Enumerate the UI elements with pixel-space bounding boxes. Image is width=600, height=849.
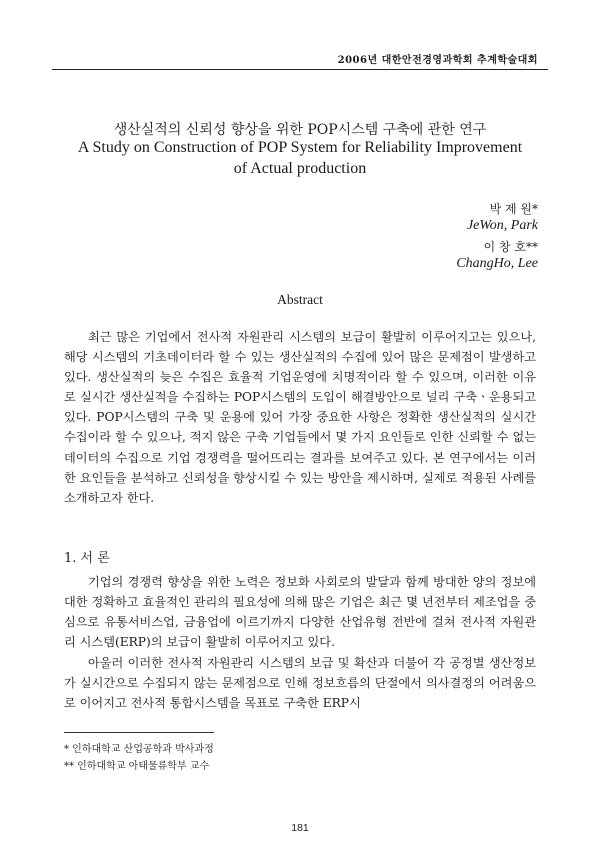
abstract-heading: Abstract	[277, 292, 323, 307]
author-1-english: JeWon, Park	[466, 218, 538, 233]
intro-paragraph-2: 아울러 이러한 전사적 자원관리 시스템의 보급 및 확산과 더불어 각 공정별 생산정보가 실시간으로 수집되지 않는 문제점으로 인해 정보흐름의 단절에서 의사결정의 어려움으로 이어지고 전사적 통합시스템을 목표로 구축한 ERP시	[64, 656, 536, 711]
section-heading: 1. 서 론	[64, 551, 110, 566]
english-title: A Study on Construction of POP System for Reliability Improvement of Actual production	[77, 139, 523, 177]
page-number: 181	[291, 822, 309, 834]
footnote-2: ** 인하대학교 아태물류학부 교수	[64, 761, 210, 772]
korean-title: 생산실적의 신뢰성 향상을 위한 POP시스템 구축에 관한 연구	[113, 122, 487, 138]
author-2-english: ChangHo, Lee	[456, 256, 538, 271]
header-rule	[52, 69, 548, 70]
footnote-1: * 인하대학교 산업공학과 박사과정	[64, 744, 214, 755]
conference-header: 2006년 대한안전경영과학회 추계학술대회	[337, 55, 538, 66]
author-1-korean: 박 제 원*	[489, 202, 538, 216]
intro-paragraph-1: 기업의 경쟁력 향상을 위한 노력은 정보화 사회로의 발달과 함께 방대한 양의 정보에 대한 정확하고 효율적인 관리의 필요성에 의해 많은 기업은 최근 몇 년전부터 제조업을 중심으로 유통서비스업, 금융업에 이르기까지 다양한 산업유형 전반에 걸쳐 전사적 자원관리 시스템(ERP)의 보급이 활발히 이루어지고 있다.	[64, 575, 536, 650]
author-2-korean: 이 창 호**	[483, 240, 538, 254]
footnote-rule	[64, 732, 214, 733]
abstract-text: 최근 많은 기업에서 전사적 자원관리 시스템의 보급이 활발히 이루어지고는 있으나, 해당 시스템의 기초데이터라 할 수 있는 생산실적의 수집에 있어 많은 문제점이 발생하고 있다. 생산실적의 늦은 수집은 효율적 기업운영에 치명적이라 할 수 있으며, 이러한 이유로 실시간 생산실적을 수집하는 POP시스템의 도입이 해결방안으로 널리 구축ㆍ운용되고 있다. POP시스템의 구축 및 운용에 있어 가장 중요한 사항은 정확한 생산실적의 실시간 수집이라 할 수 있으나, 적지 않은 구축 기업들에서 몇 가지 요인들로 인한 신뢰할 수 없는 데이터의 수집으로 기업 경쟁력을 떨어뜨리는 결과를 보여주고 있다. 본 연구에서는 이러한 요인들을 분석하고 신뢰성을 향상시킬 수 있는 방안을 제시하며, 실제로 적용된 사례를 소개하고자 한다.	[64, 330, 536, 505]
